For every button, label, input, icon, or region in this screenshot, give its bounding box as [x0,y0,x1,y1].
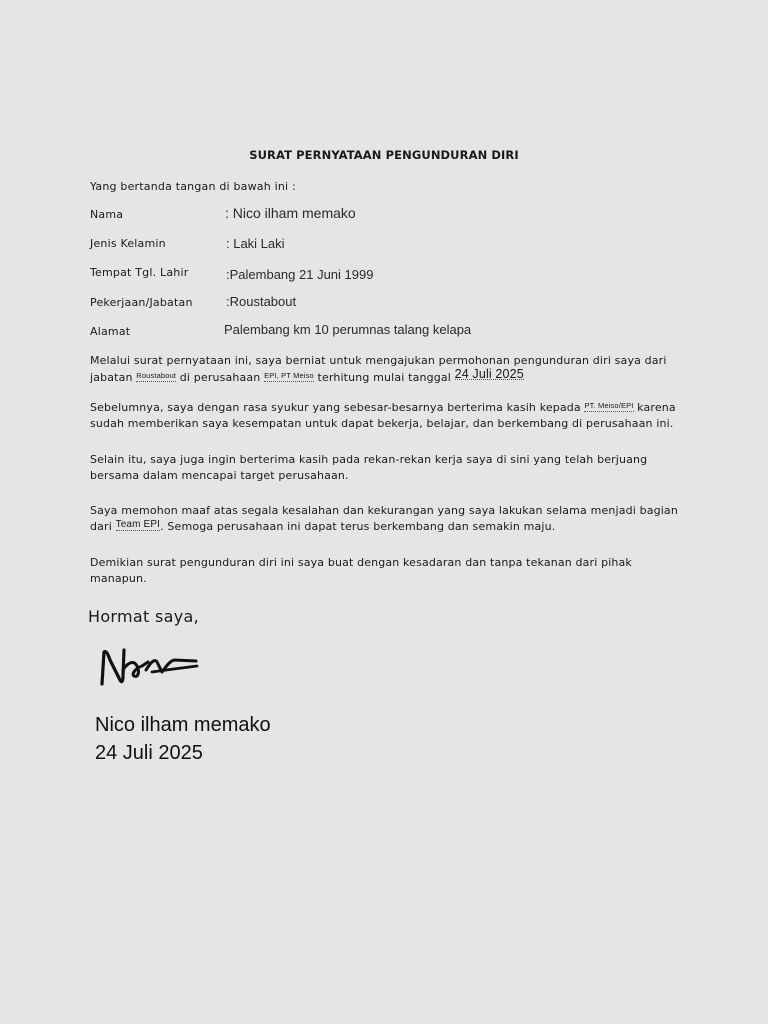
field-label-alamat: Alamat [90,325,131,338]
field-value-jenis-kelamin: : Laki Laki [226,236,285,251]
paragraph-gratitude-company [90,400,690,432]
closing-salutation: Hormat saya, [88,607,199,626]
fill-tanggal: 24 Juli 2025 [454,367,524,381]
intro-text: Yang bertanda tangan di bawah ini : [90,180,296,193]
paragraph-gratitude-text-b: karena sudah memberikan saya kesempatan untuk dapat bekerja, belajar, dan berkembang di perusahaan ini. [90,401,676,430]
field-value-nama: : Nico ilham memako [225,205,356,221]
field-label-jenis-kelamin: Jenis Kelamin [90,237,166,250]
paragraph-gratitude-colleagues: Selain itu, saya juga ingin berterima kasih pada rekan-rekan kerja saya di sini yang telah berjuang bersama dalam mencapai target perusahaan. [90,453,648,482]
paragraph-gratitude-text-a: Sebelumnya, saya dengan rasa syukur yang sebesar-besarnya berterima kasih kepada [90,401,581,414]
field-value-alamat: Palembang km 10 perumnas talang kelapa [224,322,472,337]
signature-date: 24 Juli 2025 [95,742,203,764]
field-value-pekerjaan: :Roustabout [226,294,297,309]
fill-perusahaan: EPI, PT Meiso [264,371,314,380]
fill-team: Team EPI [115,519,161,530]
paragraph-intent-text-c: terhitung mulai tanggal [317,371,451,384]
field-label-tempat-tgl-lahir: Tempat Tgl. Lahir [90,266,189,279]
field-value-tempat-tgl-lahir: :Palembang 21 Juni 1999 [226,267,374,282]
paragraph-apology-text-b: . Semoga perusahaan ini dapat terus berkembang dan semakin maju. [160,520,556,533]
paragraph-intent-text-b: di perusahaan [179,371,261,384]
field-label-pekerjaan: Pekerjaan/Jabatan [90,296,193,309]
letter-title: SURAT PERNYATAAN PENGUNDURAN DIRI [249,148,519,162]
paragraph-intent-text-a: Melalui surat pernyataan ini, saya berniat untuk mengajukan permohonan pengunduran diri saya dari jabatan [90,354,667,384]
fill-perusahaan-2: PT. Meiso/EPI [584,401,634,410]
paragraph-intent [90,353,690,386]
paragraph-apology-text-a: Saya memohon maaf atas segala kesalahan dan kekurangan yang saya lakukan selama menjadi bagian dari [90,504,678,533]
fill-jabatan: Roustabout [136,371,177,380]
paragraph-apology [90,503,690,535]
field-label-nama: Nama [90,208,124,221]
signatory-name: Nico ilham memako [95,714,271,736]
handwritten-signature [96,640,206,690]
paragraph-closing-statement: Demikian surat pengunduran diri ini saya buat dengan kesadaran dan tanpa tekanan dari pihak manapun. [90,556,632,585]
